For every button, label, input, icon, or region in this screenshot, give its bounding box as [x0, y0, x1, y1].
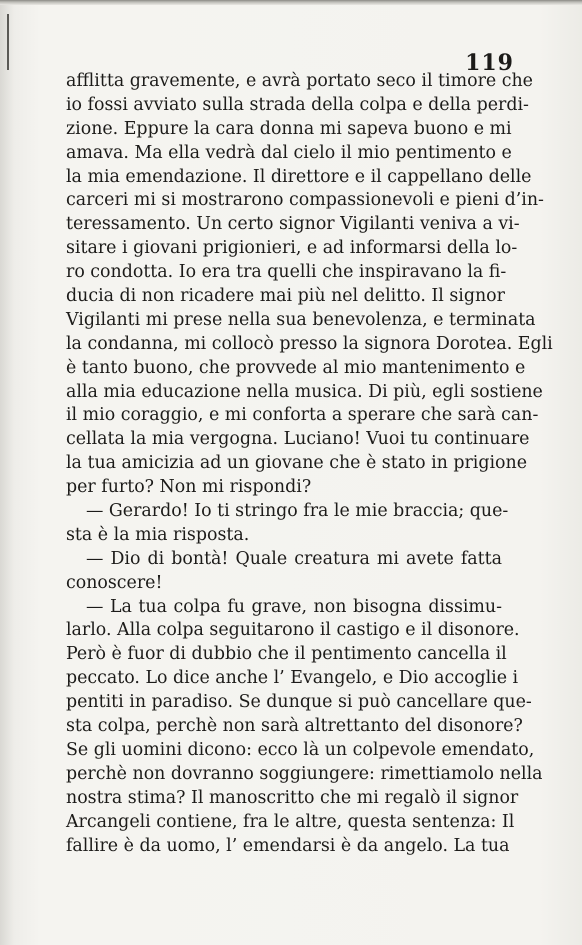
text-line: Però è fuor di dubbio che il pentimento cancella il [66, 644, 507, 665]
text-line: — Dio di bontà! Quale creatura mi avete fatta [86, 548, 502, 569]
text-line: cellata la mia vergogna. Luciano! Vuoi tu continuare [66, 429, 530, 450]
text-line: è tanto buono, che provvede al mio mantenimento e [66, 357, 526, 378]
text-line: fallire è da uomo, l’ emendarsi è da angelo. La tua [66, 835, 510, 856]
margin-rule [7, 14, 9, 70]
text-line: conoscere! [66, 572, 163, 593]
text-line: — La tua colpa fu grave, non bisogna dissimu- [86, 596, 502, 617]
text-line: la tua amicizia ad un giovane che è stato in prigione [66, 453, 528, 474]
text-line: io fossi avviato sulla strada della colpa e della perdi- [66, 94, 529, 115]
text-line: pentiti in paradiso. Se dunque si può cancellare que- [66, 692, 532, 713]
text-line: sitare i giovani prigionieri, e ad informarsi della lo- [66, 238, 518, 259]
text-line: il mio coraggio, e mi conforta a sperare che sarà can- [66, 405, 539, 426]
page-number: 119 [465, 50, 514, 76]
text-line: perchè non dovranno soggiungere: rimettiamolo nella [66, 763, 543, 784]
text-line: ro condotta. Io era tra quelli che inspiravano la fi- [66, 262, 507, 283]
text-line: carceri mi si mostrarono compassionevoli e pieni d’in- [66, 190, 544, 211]
text-line: sta colpa, perchè non sarà altrettanto del disonore? [66, 716, 523, 737]
text-line: per furto? Non mi rispondi? [66, 477, 312, 498]
text-line: peccato. Lo dice anche l’ Evangelo, e Dio accoglie i [66, 668, 519, 689]
text-line: nostra stima? Il manoscritto che mi regalò il signor [66, 787, 519, 808]
text-line: amava. Ma ella vedrà dal cielo il mio pentimento e [66, 142, 512, 163]
text-line: sta è la mia risposta. [66, 524, 250, 545]
text-line: la condanna, mi collocò presso la signora Dorotea. Egli [66, 333, 553, 354]
page-top-edge [0, 0, 582, 5]
text-line: zione. Eppure la cara donna mi sapeva buono e mi [66, 118, 512, 139]
text-line: ducia di non ricadere mai più nel delitto. Il signor [66, 286, 505, 307]
text-line: — Gerardo! Io ti stringo fra le mie braccia; que- [86, 501, 509, 522]
text-line: larlo. Alla colpa seguitarono il castigo e il disonore. [66, 620, 520, 641]
text-line: Se gli uomini dicono: ecco là un colpevole emendato, [66, 739, 535, 760]
text-line: alla mia educazione nella musica. Di più, egli sostiene [66, 381, 543, 402]
text-line: Vigilanti mi prese nella sua benevolenza, e terminata [66, 309, 536, 330]
text-line: teressamento. Un certo signor Vigilanti veniva a vi- [66, 214, 520, 235]
text-line: Arcangeli contiene, fra le altre, questa sentenza: Il [66, 811, 515, 832]
text-line: la mia emendazione. Il direttore e il cappellano delle [66, 166, 532, 187]
text-line: afflitta gravemente, e avrà portato seco il timore che [66, 71, 533, 91]
body-text [66, 70, 553, 858]
